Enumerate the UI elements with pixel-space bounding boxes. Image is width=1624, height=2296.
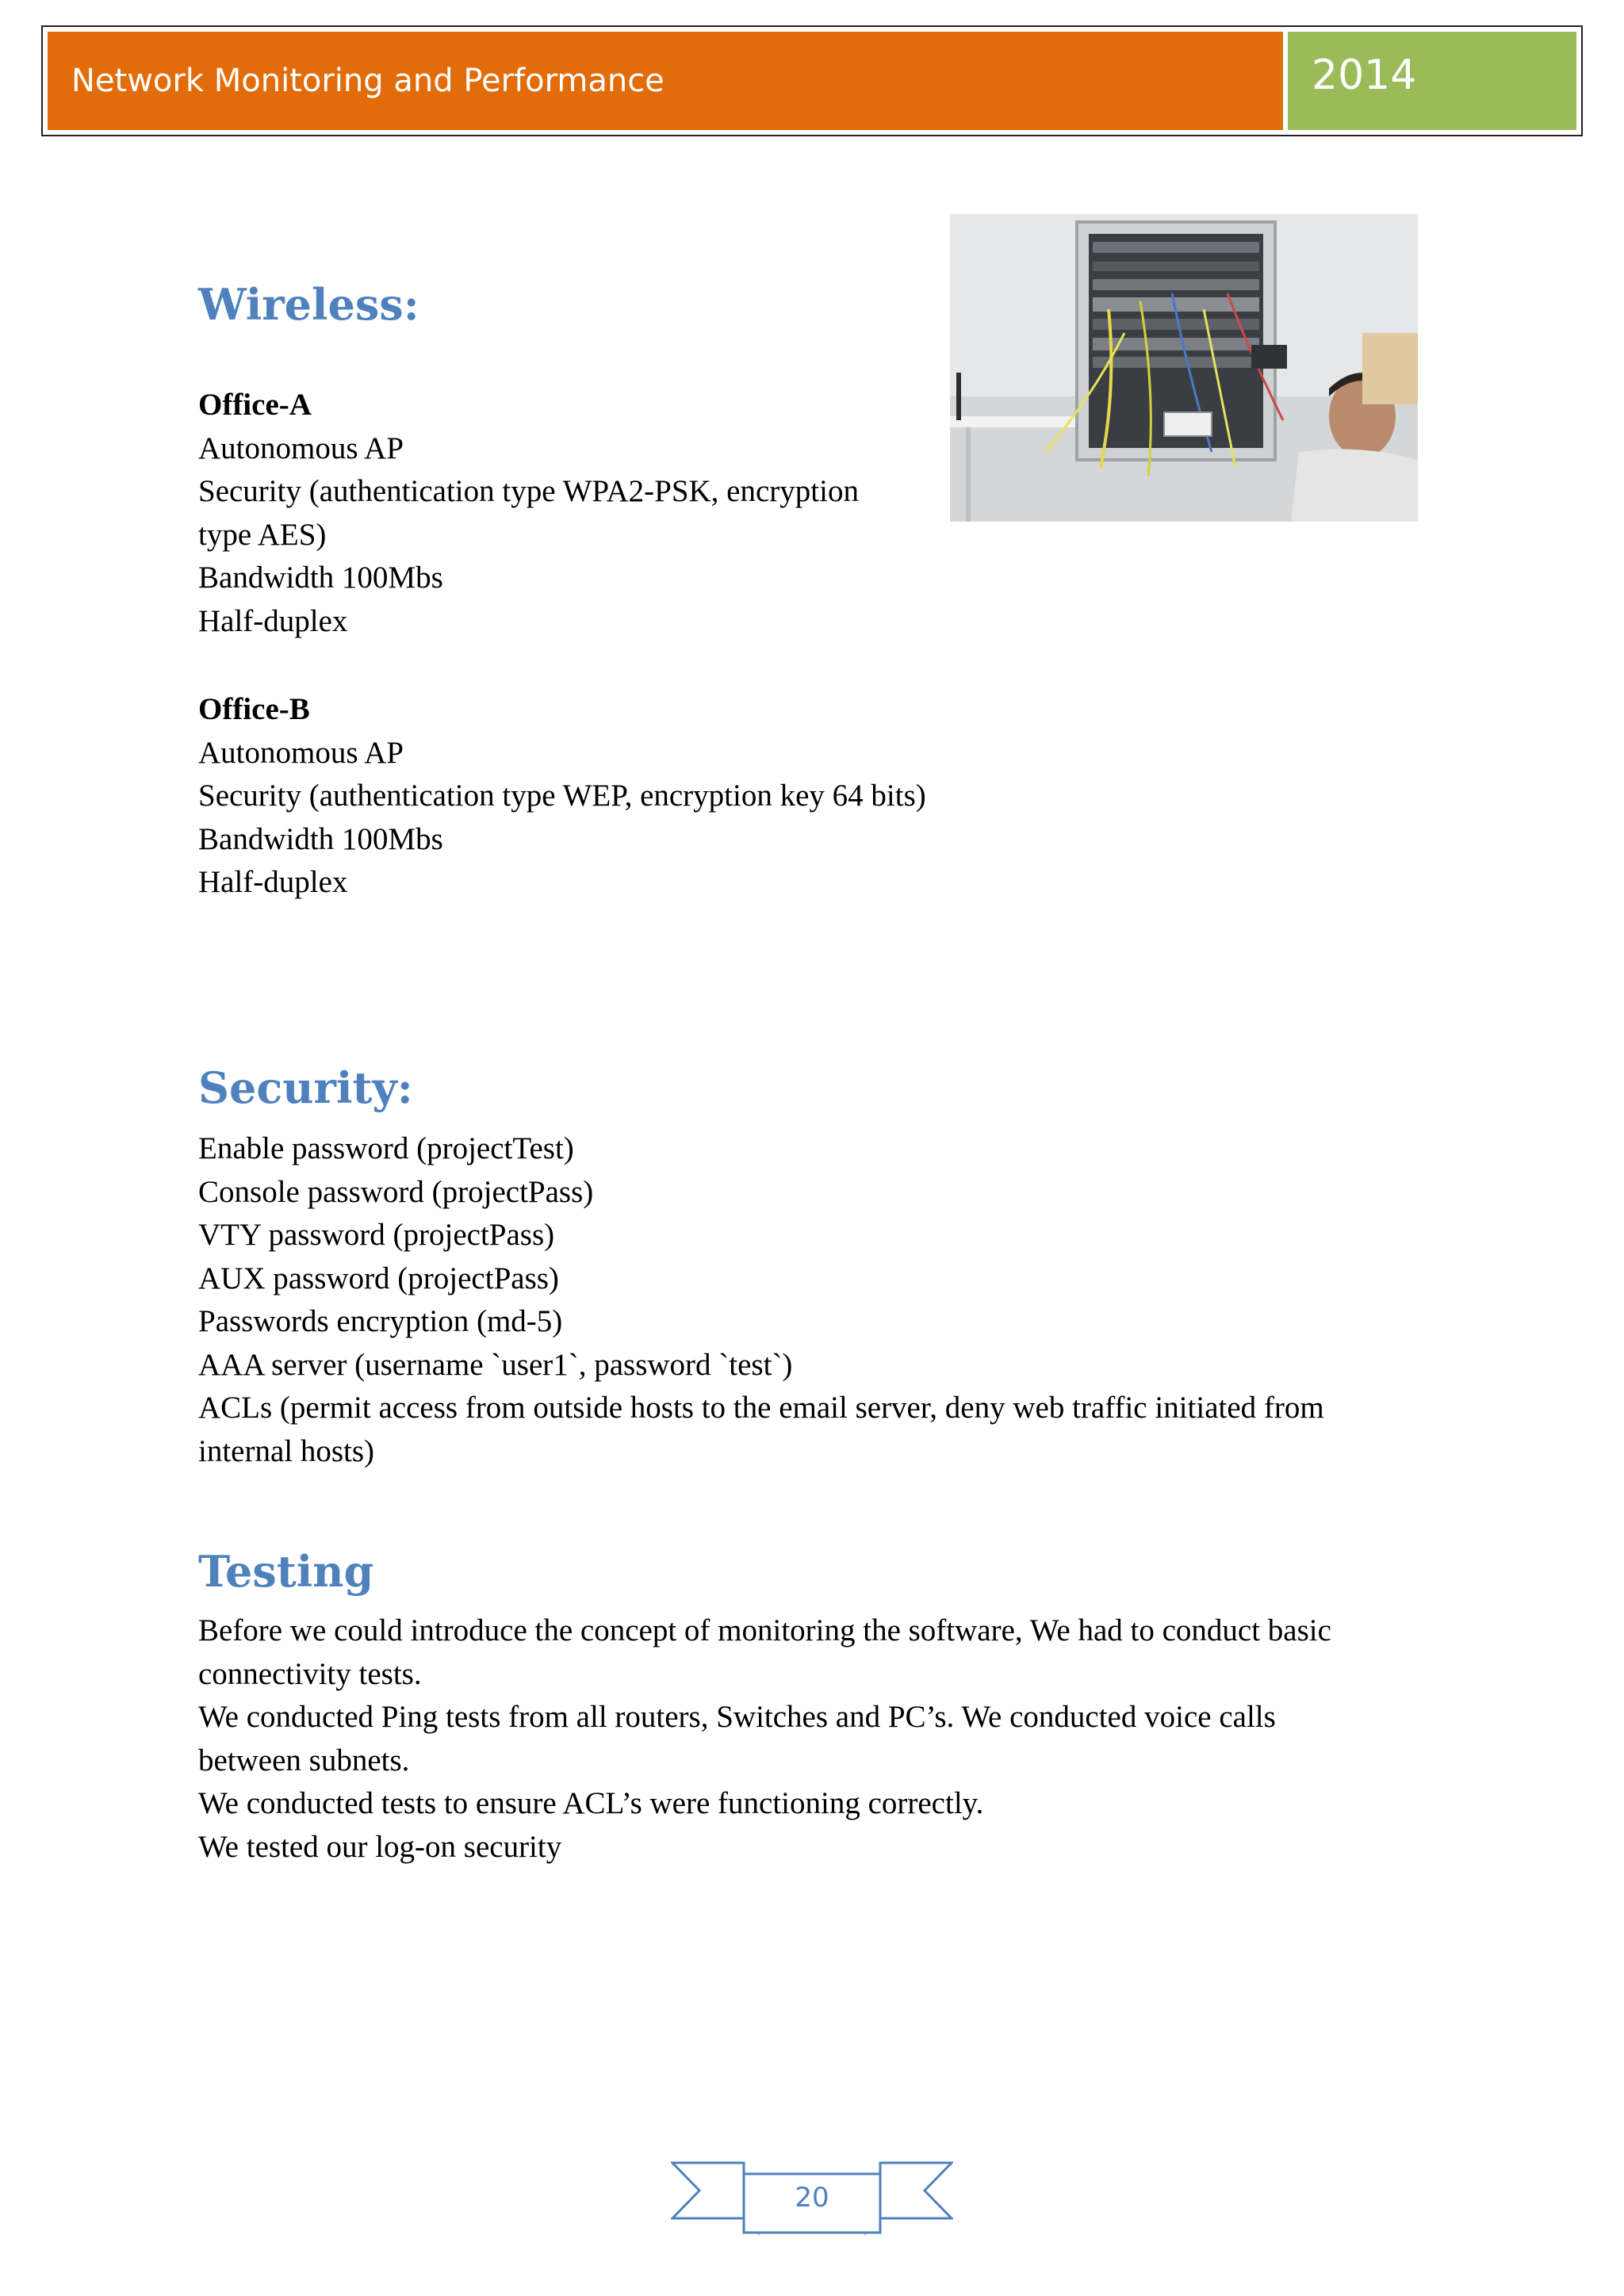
security-line: AAA server (username `user1`, password `test`): [198, 1347, 793, 1382]
office-a-line: type AES): [198, 517, 327, 552]
security-line: internal hosts): [198, 1433, 375, 1468]
testing-line: We conducted Ping tests from all routers, Switches and PC’s. We conducted voice calls: [198, 1700, 1276, 1734]
testing-line: connectivity tests.: [198, 1656, 422, 1691]
office-a-title: Office-A: [198, 388, 312, 422]
office-b-line: Security (authentication type WEP, encryption key 64 bits): [198, 779, 926, 813]
page-number: 20: [795, 2182, 829, 2214]
office-b-line: Bandwidth 100Mbs: [198, 821, 443, 856]
page-header: [41, 25, 1583, 136]
security-line: Enable password (projectTest): [198, 1131, 574, 1165]
testing-heading: Testing: [198, 1546, 374, 1597]
office-b-line: Autonomous AP: [198, 735, 404, 770]
page-number-ribbon: [671, 2160, 953, 2239]
security-block: [198, 1127, 1404, 1473]
security-line: AUX password (projectPass): [198, 1261, 559, 1295]
office-a-line: Security (authentication type WPA2-PSK, encryption: [198, 474, 859, 508]
office-b-block: [198, 688, 1404, 905]
testing-line: We tested our log-on security: [198, 1829, 562, 1864]
wireless-heading: Wireless:: [198, 279, 419, 330]
security-heading: Security:: [198, 1062, 413, 1113]
security-line: ACLs (permit access from outside hosts to the email server, deny web traffic initiated from: [198, 1391, 1324, 1425]
security-line: VTY password (projectPass): [198, 1218, 555, 1252]
testing-block: [198, 1609, 1404, 1869]
office-a-line: Bandwidth 100Mbs: [198, 561, 443, 595]
security-line: Console password (projectPass): [198, 1174, 594, 1209]
office-a-block: [198, 384, 1404, 643]
office-b-title: Office-B: [198, 692, 310, 726]
testing-line: Before we could introduce the concept of monitoring the software, We had to conduct basic: [198, 1613, 1331, 1647]
document-year: 2014: [1288, 32, 1576, 130]
document-title: Network Monitoring and Performance: [48, 32, 1283, 130]
testing-line: We conducted tests to ensure ACL’s were functioning correctly.: [198, 1786, 984, 1820]
office-a-line: Half-duplex: [198, 603, 348, 638]
office-a-line: Autonomous AP: [198, 430, 404, 465]
security-line: Passwords encryption (md-5): [198, 1304, 563, 1338]
testing-line: between subnets.: [198, 1743, 410, 1777]
office-b-line: Half-duplex: [198, 865, 348, 899]
